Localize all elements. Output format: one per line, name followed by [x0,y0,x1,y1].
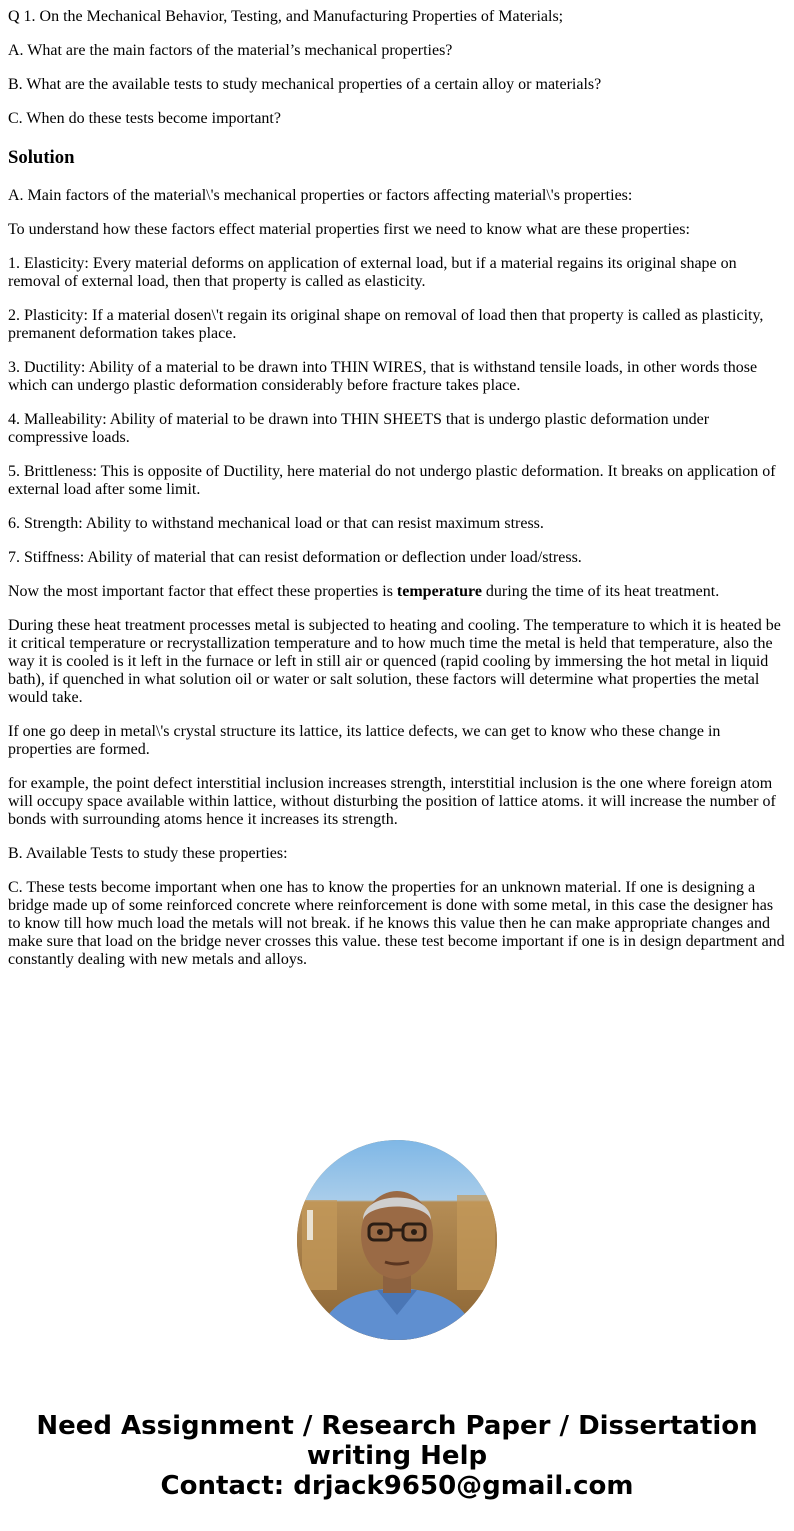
temperature-paragraph [8,583,786,601]
question-title: Q 1. On the Mechanical Behavior, Testing, and Manufacturing Properties of Materials; [8,8,564,25]
crystal-paragraph: If one go deep in metal\'s crystal structure its lattice, its lattice defects, we can get to know who these change in properties are formed. [8,723,721,758]
solution-heading: Solution [8,147,75,168]
spacer [0,985,794,1140]
footer-line-1: Need Assignment / Research Paper / Dissertation [36,1411,758,1441]
avatar-container [0,1140,794,1340]
property-stiffness: 7. Stiffness: Ability of material that can resist deformation or deflection under load/stress. [8,549,582,566]
property-malleability: 4. Malleability: Ability of material to be drawn into THIN SHEETS that is undergo plastic deformation under compressive loads. [8,411,710,446]
heat-treatment-paragraph: During these heat treatment processes metal is subjected to heating and cooling. The temperature to which it is heated be it critical temperature or recrystallization temperature and to how much time the metal is held that temperature, also the way it is cooled is it left in the furnace or left in still air or quenced (rapid cooling by immersing the hot metal in liquid bath), if quenched in what solution oil or water or salt solution, these factors will determine what properties the metal would take. [8,617,781,706]
tests-b-paragraph: B. Available Tests to study these properties: [8,845,288,862]
footer-line-2: writing Help [306,1441,488,1471]
footer-promo [0,1411,794,1501]
temperature-text-after: during the time of its heat treatment. [481,583,720,600]
footer-contact[interactable]: Contact: drjack9650@gmail.com [160,1471,634,1501]
question-c: C. When do these tests become important? [8,110,281,127]
question-a: A. What are the main factors of the material’s mechanical properties? [8,42,453,59]
property-ductility: 3. Ductility: Ability of a material to be drawn into THIN WIRES, that is withstand tensile loads, in other words those which can undergo plastic deformation considerably before fracture takes place. [8,359,758,394]
avatar-portrait-icon [297,1140,497,1340]
solution-intro: A. Main factors of the material\'s mechanical properties or factors affecting material\'s properties: [8,187,633,204]
property-strength: 6. Strength: Ability to withstand mechanical load or that can resist maximum stress. [8,515,544,532]
question-b: B. What are the available tests to study mechanical properties of a certain alloy or materials? [8,76,602,93]
example-paragraph: for example, the point defect interstitial inclusion increases strength, interstitial inclusion is the one where foreign atom will occupy space available within lattice, without disturbing the position of lattice atoms. it will increase the number of bonds with surrounding atoms hence it increases its strength. [8,775,776,828]
avatar [297,1140,497,1340]
tests-c-paragraph: C. These tests become important when one has to know the properties for an unknown material. If one is designing a bridge made up of some reinforced concrete where reinforcement is done with some metal, in this case the designer has to know till how much load the metals will not break. if he knows this value then he can make appropriate changes and make sure that load on the bridge never crosses this value. these test become important if one is in design department and constantly dealing with new metals and alloys. [8,879,785,968]
property-elasticity: 1. Elasticity: Every material deforms on application of external load, but if a material regains its original shape on removal of external load, then that property is called as elasticity. [8,255,737,290]
property-plasticity: 2. Plasticity: If a material dosen\'t regain its original shape on removal of load then that property is called as plasticity, premanent deformation takes place. [8,307,764,342]
document-body [0,8,794,969]
temperature-bold: temperature [396,583,482,600]
solution-lead: To understand how these factors effect material properties first we need to know what are these properties: [8,221,690,238]
property-brittleness: 5. Brittleness: This is opposite of Ductility, here material do not undergo plastic deformation. It breaks on application of external load after some limit. [8,463,776,498]
temperature-text-before: Now the most important factor that effect these properties is [8,583,397,600]
